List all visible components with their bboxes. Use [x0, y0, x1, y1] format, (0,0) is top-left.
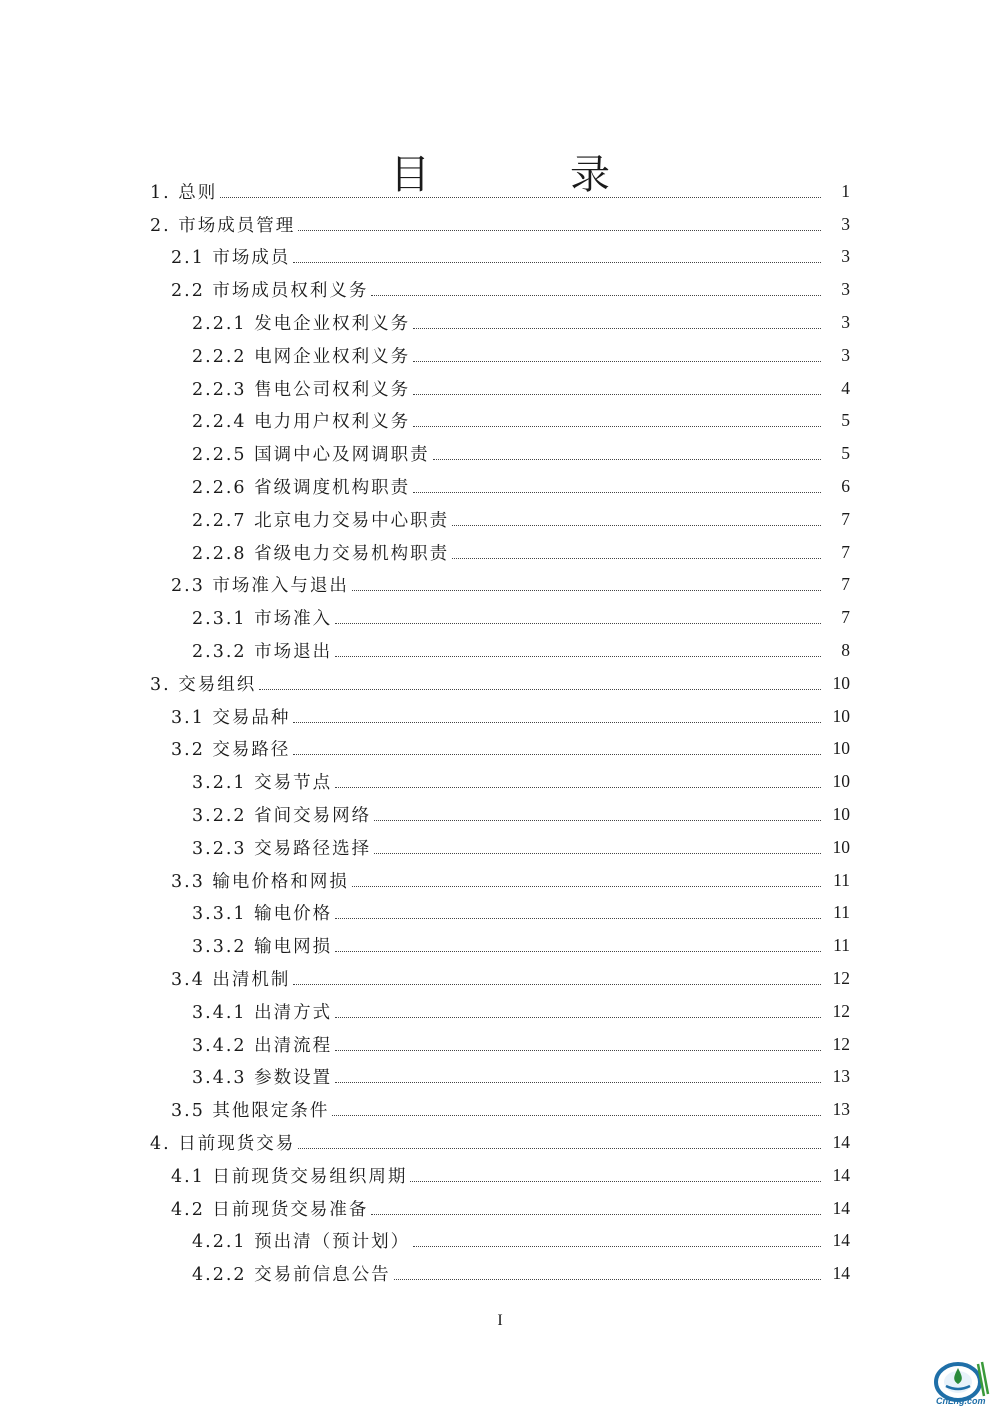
toc-entry[interactable]	[0, 241, 1000, 274]
toc-entry-page: 7	[841, 574, 850, 595]
toc-entry-title: 2.3.1 市场准入	[192, 609, 333, 630]
toc-entry[interactable]	[0, 765, 1000, 798]
toc-dot-leader	[293, 984, 821, 985]
toc-entry-title: 2.2.6 省级调度机构职责	[192, 478, 411, 499]
toc-entry[interactable]	[0, 470, 1000, 503]
toc-dot-leader	[335, 787, 821, 788]
toc-entry-page: 8	[841, 640, 850, 661]
toc-dot-leader	[352, 590, 821, 591]
toc-entry-page: 3	[841, 344, 850, 365]
toc-dot-leader	[452, 525, 821, 526]
toc-entry[interactable]	[0, 372, 1000, 405]
toc-entry[interactable]	[0, 929, 1000, 962]
toc-dot-leader	[335, 1050, 821, 1051]
toc-entry[interactable]	[0, 1257, 1000, 1290]
toc-entry-title: 3.3 输电价格和网损	[171, 871, 349, 892]
toc-entry-title: 4.1 日前现货交易组织周期	[171, 1166, 408, 1187]
toc-entry-title: 4.2.2 交易前信息公告	[192, 1265, 391, 1286]
toc-entry-title: 2.2.3 售电公司权利义务	[192, 379, 411, 400]
toc-entry-page: 12	[832, 968, 850, 989]
toc-entry-page: 11	[833, 869, 850, 890]
toc-entry-title: 4. 日前现货交易	[150, 1134, 296, 1154]
toc-dot-leader	[413, 361, 821, 362]
toc-entry-title: 2.1 市场成员	[171, 248, 291, 269]
toc-entry-page: 1	[841, 180, 850, 201]
toc-dot-leader	[410, 1181, 821, 1182]
toc-dot-leader	[413, 328, 821, 329]
toc-entry-page: 14	[832, 1197, 850, 1218]
toc-entry-page: 4	[841, 377, 850, 398]
page-number: I	[497, 1312, 503, 1329]
toc-dot-leader	[293, 722, 821, 723]
toc-entry[interactable]	[0, 601, 1000, 634]
toc-entry-page: 6	[841, 476, 850, 497]
toc-entry-page: 10	[832, 804, 850, 825]
toc-dot-leader	[374, 820, 821, 821]
toc-entry[interactable]	[0, 831, 1000, 864]
toc-entry[interactable]	[0, 569, 1000, 602]
toc-entry-page: 10	[832, 705, 850, 726]
toc-entry[interactable]	[0, 405, 1000, 438]
toc-entry[interactable]	[0, 897, 1000, 930]
toc-entry[interactable]	[0, 700, 1000, 733]
toc-entry-page: 13	[832, 1099, 850, 1120]
logo-text: CnLng.com	[936, 1396, 986, 1406]
toc-entry-page: 14	[832, 1132, 850, 1152]
toc-dot-leader	[298, 230, 821, 231]
toc-entry[interactable]	[0, 1225, 1000, 1258]
toc-dot-leader	[335, 951, 821, 952]
toc-entry[interactable]	[0, 995, 1000, 1028]
toc-dot-leader	[394, 1279, 821, 1280]
toc-entry[interactable]	[0, 1028, 1000, 1061]
toc-dot-leader	[335, 1017, 821, 1018]
toc-entry-title: 3.4.3 参数设置	[192, 1068, 333, 1089]
toc-dot-leader	[413, 492, 821, 493]
toc-entry[interactable]	[0, 864, 1000, 897]
toc-entry[interactable]	[0, 1061, 1000, 1094]
toc-entry-title: 3.4.2 出清流程	[192, 1035, 333, 1056]
toc-dot-leader	[433, 459, 821, 460]
toc-entry[interactable]	[0, 306, 1000, 339]
toc-entry-title: 3.1 交易品种	[171, 707, 291, 728]
toc-dot-leader	[413, 1246, 821, 1247]
toc-dot-leader	[335, 1082, 821, 1083]
toc-dot-leader	[293, 754, 821, 755]
toc-entry[interactable]	[0, 733, 1000, 766]
toc-entry-page: 14	[832, 1263, 850, 1284]
toc-entry-title: 2.2.1 发电企业权利义务	[192, 314, 411, 335]
toc-entry-title: 2.3.2 市场退出	[192, 642, 333, 663]
toc-entry-title: 4.2 日前现货交易准备	[171, 1199, 369, 1220]
toc-entry[interactable]	[0, 667, 1000, 700]
toc-entry-title: 3.4.1 出清方式	[192, 1002, 333, 1023]
toc-dot-leader	[220, 197, 821, 198]
toc-dot-leader	[352, 886, 821, 887]
toc-dot-leader	[374, 853, 821, 854]
toc-entry-page: 13	[832, 1066, 850, 1087]
toc-entry[interactable]	[0, 1159, 1000, 1192]
toc-entry-page: 3	[841, 279, 850, 300]
toc-entry-page: 7	[841, 541, 850, 562]
toc-dot-leader	[332, 1115, 821, 1116]
toc-entry-title: 3.2.3 交易路径选择	[192, 838, 372, 859]
toc-entry-title: 2.2.8 省级电力交易机构职责	[192, 543, 450, 564]
toc-entry-title: 4.2.1 预出清（预计划）	[192, 1232, 411, 1253]
toc-entry-page: 10	[832, 738, 850, 759]
toc-entry-page: 12	[832, 1033, 850, 1054]
toc-entry-page: 3	[841, 213, 850, 234]
toc-entry-page: 14	[832, 1164, 850, 1185]
toc-dot-leader	[259, 689, 821, 690]
toc-entry[interactable]	[0, 1093, 1000, 1126]
toc-dot-leader	[452, 558, 821, 559]
toc-entry-page: 11	[833, 902, 850, 923]
toc-entry-page: 10	[832, 836, 850, 857]
toc-entry[interactable]	[0, 536, 1000, 569]
toc-entry[interactable]	[0, 208, 1000, 241]
toc-entry-title: 3.2.2 省间交易网络	[192, 806, 372, 827]
toc-entry-page: 10	[832, 771, 850, 792]
toc-entry-page: 14	[832, 1230, 850, 1251]
toc-entry[interactable]	[0, 339, 1000, 372]
toc-entry-title: 2.2 市场成员权利义务	[171, 281, 369, 302]
toc-entry-page: 5	[841, 410, 850, 431]
toc-entry[interactable]	[0, 634, 1000, 667]
toc-dot-leader	[413, 426, 821, 427]
toc-entry-title: 3.2.1 交易节点	[192, 773, 333, 794]
toc-entry-page: 11	[833, 935, 850, 956]
toc-dot-leader	[371, 1214, 821, 1215]
toc-entry[interactable]	[0, 962, 1000, 995]
toc-entry-title: 2.3 市场准入与退出	[171, 576, 349, 597]
toc-dot-leader	[371, 295, 821, 296]
toc-entry-title: 3.5 其他限定条件	[171, 1101, 330, 1122]
toc-entry-page: 3	[841, 312, 850, 333]
toc-entry-title: 3.4 出清机制	[171, 970, 291, 991]
toc-dot-leader	[335, 918, 821, 919]
table-of-contents	[0, 175, 1000, 1290]
toc-entry-page: 12	[832, 1000, 850, 1021]
toc-entry-title: 2. 市场成员管理	[150, 215, 296, 236]
toc-entry-page: 7	[841, 508, 850, 529]
toc-entry-title: 3.3.2 输电网损	[192, 937, 333, 958]
toc-entry-title: 2.2.2 电网企业权利义务	[192, 346, 411, 367]
toc-entry[interactable]	[0, 1192, 1000, 1225]
toc-entry[interactable]	[0, 175, 1000, 208]
toc-entry[interactable]	[0, 1126, 1000, 1159]
page-title: 目 录	[390, 151, 660, 198]
toc-entry-title: 1. 总则	[150, 182, 218, 203]
toc-entry-title: 3.3.1 输电价格	[192, 904, 333, 925]
toc-entry-page: 3	[841, 246, 850, 267]
toc-entry[interactable]	[0, 437, 1000, 470]
toc-dot-leader	[335, 656, 821, 657]
toc-entry[interactable]	[0, 273, 1000, 306]
toc-entry-title: 2.2.4 电力用户权利义务	[192, 412, 411, 433]
toc-entry-title: 3. 交易组织	[150, 674, 257, 695]
toc-dot-leader	[293, 262, 821, 263]
toc-entry[interactable]	[0, 503, 1000, 536]
toc-dot-leader	[413, 394, 821, 395]
toc-entry[interactable]	[0, 798, 1000, 831]
toc-entry-title: 3.2 交易路径	[171, 740, 291, 761]
toc-dot-leader	[335, 623, 821, 624]
toc-dot-leader	[298, 1148, 821, 1149]
toc-entry-title: 2.2.5 国调中心及网调职责	[192, 445, 430, 466]
toc-entry-title: 2.2.7 北京电力交易中心职责	[192, 510, 450, 531]
toc-entry-page: 10	[832, 672, 850, 693]
toc-entry-page: 7	[841, 607, 850, 628]
toc-entry-page: 5	[841, 443, 850, 464]
